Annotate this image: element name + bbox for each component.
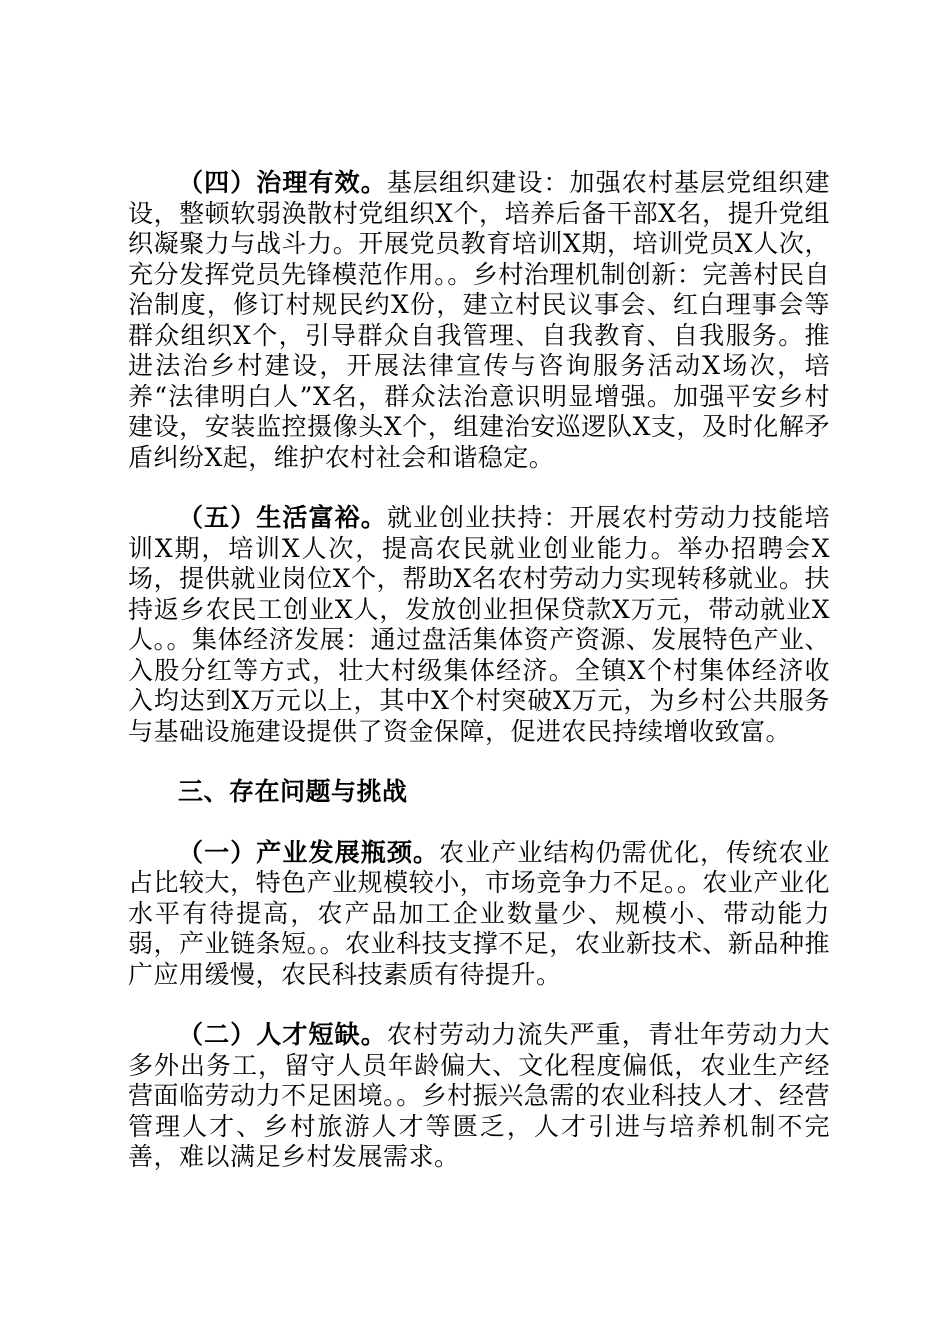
paragraph-lead: （五）生活富裕。	[178, 503, 387, 532]
paragraph-text: 基层组织建设：加强农村基层党组织建设，整顿软弱涣散村党组织X个，培养后备干部X名，提升党组织凝聚力与战斗力。开展党员教育培训X期，培训党员X人次，充分发挥党员先锋模范作用。。乡村治理机制创新：完善村民自治制度，修订村规民约X份，建立村民议事会、红白理事会等群众组织X个，引导群众自我管理、自我教育、自我服务。推进法治乡村建设，开展法律宣传与咨询服务活动X场次，培养“法律明白人”X名，群众法治意识明显增强。加强平安乡村建设，安装监控摄像头X个，组建治安巡逻队X支，及时化解矛盾纠纷X起，维护农村社会和谐稳定。	[128, 168, 830, 472]
paragraph-prosperity	[128, 503, 830, 747]
document-body	[128, 168, 830, 1173]
paragraph-governance	[128, 168, 830, 473]
paragraph-lead: （二）人才短缺。	[178, 1020, 387, 1049]
section-heading: 三、存在问题与挑战	[178, 777, 408, 806]
paragraph-text: 农业产业结构仍需优化，传统农业占比较大，特色产业规模较小，市场竞争力不足。。农业产业化水平有待提高，农产品加工企业数量少、规模小、带动能力弱，产业链条短。。农业科技支撑不足，农业新技术、新品种推广应用缓慢，农民科技素质有待提升。	[128, 837, 830, 989]
paragraph-talent-shortage	[128, 1020, 830, 1173]
paragraph-industry-bottleneck	[128, 838, 830, 991]
paragraph-text: 农村劳动力流失严重，青壮年劳动力大多外出务工，留守人员年龄偏大、文化程度偏低，农业生产经营面临劳动力不足困境。。乡村振兴急需的农业科技人才、经营管理人才、乡村旅游人才等匮乏，人才引进与培养机制不完善，难以满足乡村发展需求。	[128, 1020, 830, 1171]
paragraph-lead: （四）治理有效。	[178, 168, 387, 197]
paragraph-text: 就业创业扶持：开展农村劳动力技能培训X期，培训X人次，提高农民就业创业能力。举办招聘会X场，提供就业岗位X个，帮助X名农村劳动力实现转移就业。扶持返乡农民工创业X人，发放创业担保贷款X万元，带动就业X人。。集体经济发展：通过盘活集体资产资源、发展特色产业、入股分红等方式，壮大村级集体经济。全镇X个村集体经济收入均达到X万元以上，其中X个村突破X万元，为乡村公共服务与基础设施建设提供了资金保障，促进农民持续增收致富。	[128, 503, 830, 746]
paragraph-lead: （一）产业发展瓶颈。	[178, 837, 440, 867]
